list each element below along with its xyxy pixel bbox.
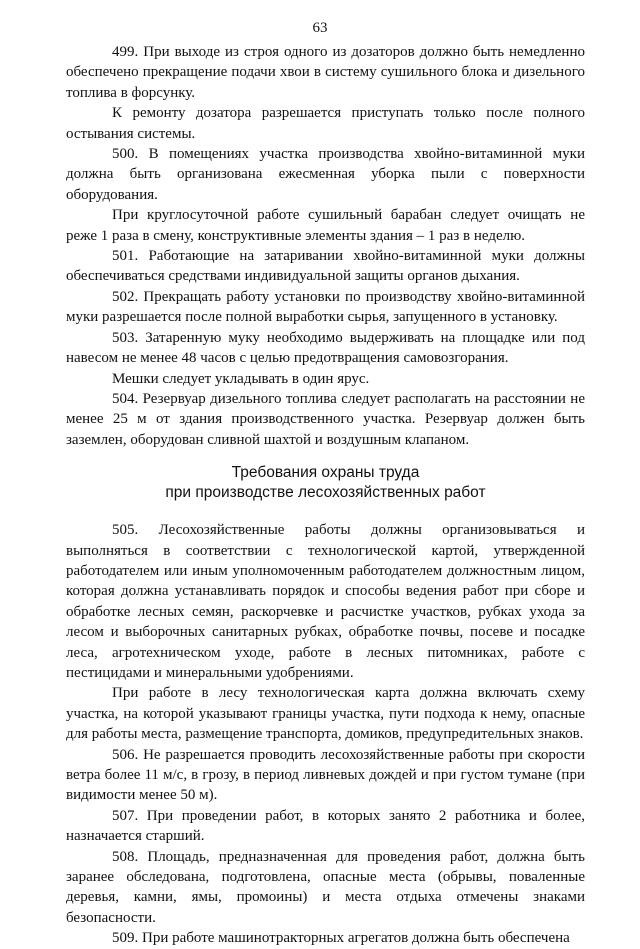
paragraph-499-repair: К ремонту дозатора разрешается приступать только после полного остывания системы. — [66, 105, 585, 142]
section-heading-line1: Требования охраны труда — [231, 464, 420, 482]
paragraph-502: 502. Прекращать работу установки по производству хвойно-витаминной муки разрешается после полной выработки сырья, запущенного в установку. — [66, 288, 585, 326]
paragraph-507: 507. При проведении работ, в которых занято 2 работника и более, назначается старший. — [66, 807, 585, 845]
paragraph-505: 505. Лесохозяйственные работы должны организовываться и выполняться в соответствии с технологической картой, утвержденной работодателем или иным уполномоченным работодателем должностным лицом, которая должна устанавливать порядок и способы ведения работ при сборе и обработке лесных семян, раскорчевке и расчистке участков, рубках ухода за лесом и выборочных санитарных рубках, обработке почвы, посеве и посадке леса, агротехническом уходе, работе в лесных питомниках, работе с пестицидами и минеральными удобрениями. — [66, 522, 585, 681]
paragraph-509: 509. При работе машинотракторных агрегатов должна быть обеспечена — [112, 930, 570, 947]
paragraph-506: 506. Не разрешается проводить лесохозяйственные работы при скорости ветра более 11 м/с, в грозу, в период ливневых дождей и при густом тумане (при видимости менее 50 м). — [66, 746, 585, 804]
document-body — [66, 42, 585, 949]
page-number: 63 — [312, 20, 328, 36]
paragraph-499: 499. При выходе из строя одного из дозаторов должно быть немедленно обеспечено прекращение подачи хвои в систему сушильного блока и дизельного топлива в форсунку. — [66, 44, 585, 101]
paragraph-501: 501. Работающие на затаривании хвойно-витаминной муки должны обеспечиваться средствами индивидуальной защиты органов дыхания. — [66, 248, 585, 285]
paragraph-503-bags: Мешки следует укладывать в один ярус. — [112, 370, 370, 387]
section-heading — [66, 463, 585, 503]
paragraph-504: 504. Резервуар дизельного топлива следует располагать на расстоянии не менее 25 м от здания производственного участка. Резервуар должен быть заземлен, оборудован сливной шахтой и воздушным клапаном. — [66, 390, 585, 448]
section-heading-line2: при производстве лесохозяйственных работ — [165, 484, 486, 502]
paragraph-503: 503. Затаренную муку необходимо выдерживать на площадке или под навесом не менее 48 часов с целью предотвращения самовозгорания. — [66, 329, 585, 367]
paragraph-505-map: При работе в лесу технологическая карта должна включать схему участка, на которой указывают границы участка, пути подхода к нему, опасные для работы места, размещение транспорта, домиков, предупредительных знаков. — [66, 685, 585, 743]
paragraph-508: 508. Площадь, предназначенная для проведения работ, должна быть заранее обследована, подготовлена, опасные места (обрывы, поваленные деревья, камни, ямы, промоины) и места отдыха отмечены знаками безопасности. — [66, 848, 585, 926]
paragraph-500: 500. В помещениях участка производства хвойно-витаминной муки должна быть организована ежесменная уборка пыли с поверхности оборудования. — [66, 146, 585, 203]
paragraph-500-cleaning: При круглосуточной работе сушильный барабан следует очищать не реже 1 раза в смену, конструктивные элементы здания – 1 раз в неделю. — [66, 207, 585, 244]
